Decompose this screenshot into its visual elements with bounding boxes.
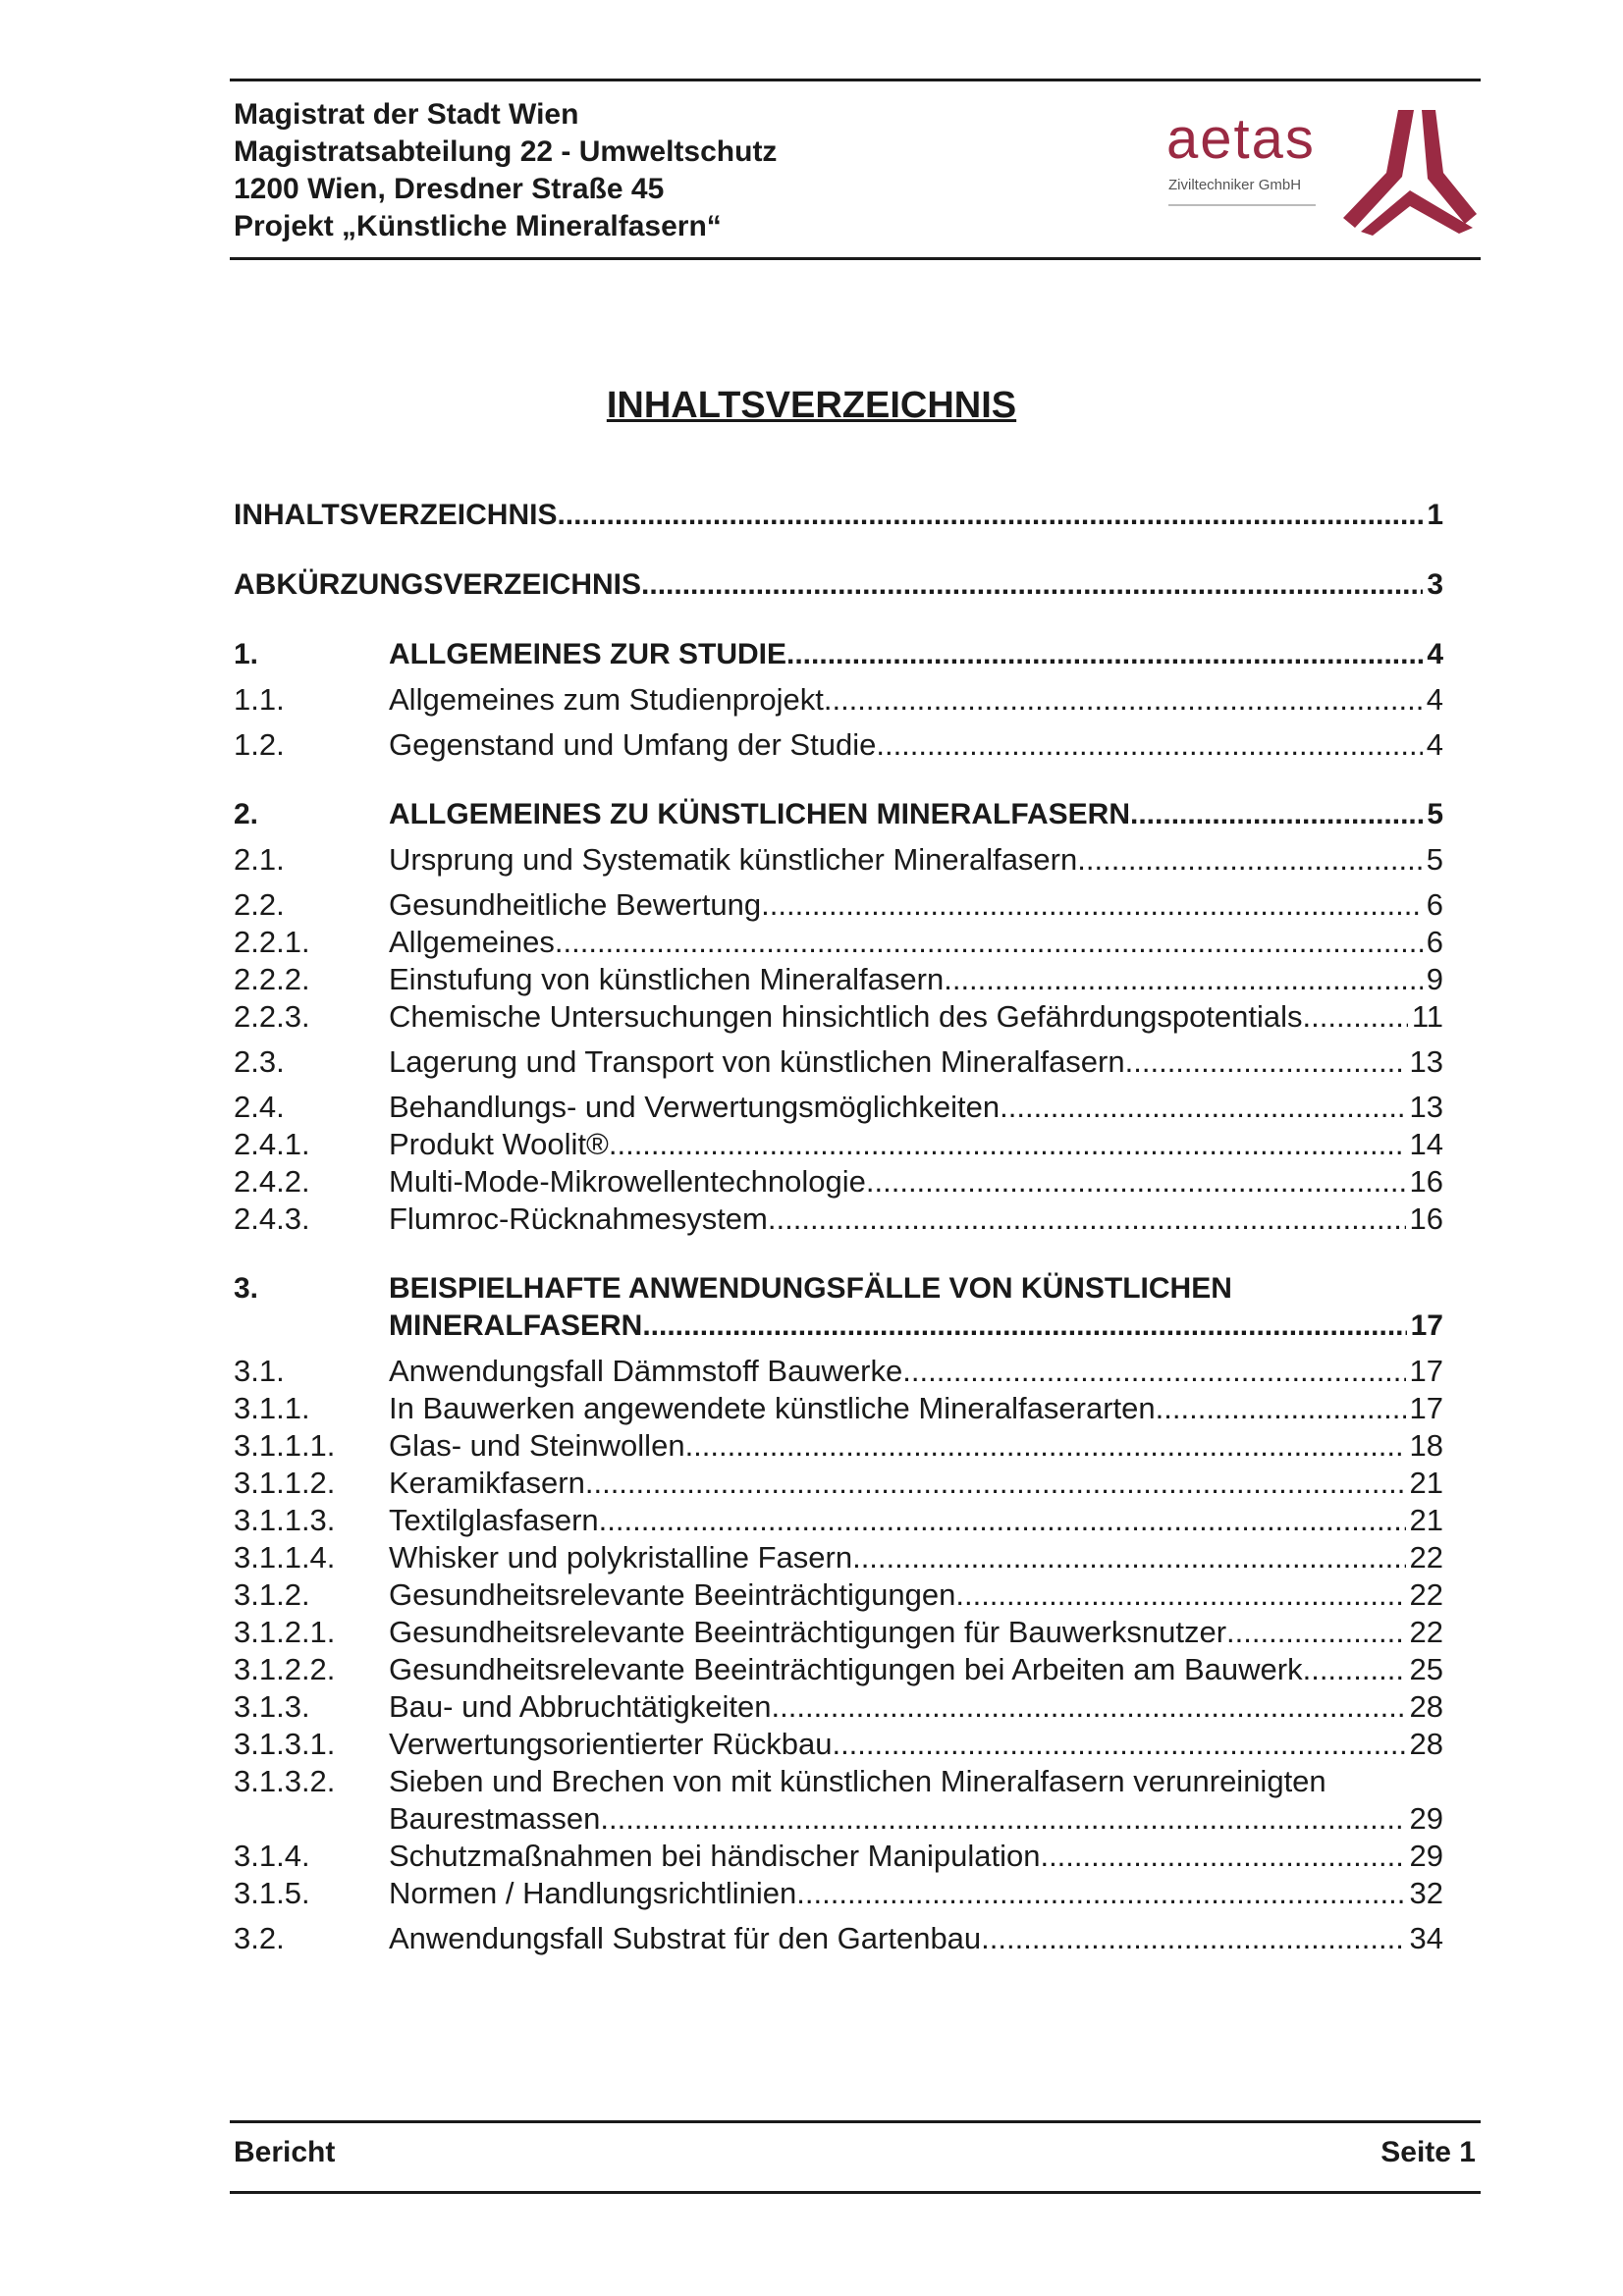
toc-entry[interactable] bbox=[234, 1613, 1443, 1652]
toc-entry[interactable] bbox=[234, 1389, 1443, 1428]
toc-leader bbox=[599, 1501, 1406, 1540]
toc-leader bbox=[1077, 840, 1423, 880]
toc-title: Gegenstand und Umfang der Studie bbox=[389, 727, 877, 762]
toc-page: 3 bbox=[1427, 568, 1443, 601]
toc-title: Sieben und Brechen von mit künstlichen Mineralfasern verunreinigten bbox=[389, 1764, 1326, 1798]
toc-title: Flumroc-Rücknahmesystem bbox=[389, 1201, 768, 1236]
toc-entry[interactable] bbox=[234, 1307, 1443, 1346]
toc-leader bbox=[1130, 795, 1423, 834]
toc-entry[interactable] bbox=[234, 1352, 1443, 1391]
toc-entry[interactable] bbox=[234, 1501, 1443, 1540]
toc-entry[interactable] bbox=[234, 725, 1443, 765]
toc-number: 3.1.4. bbox=[234, 1839, 310, 1873]
toc-entry[interactable] bbox=[234, 1687, 1443, 1727]
toc-page: 32 bbox=[1409, 1876, 1443, 1910]
toc-title: MINERALFASERN bbox=[389, 1309, 643, 1342]
logo-wordmark: aetas bbox=[1166, 107, 1316, 171]
toc-title: Glas- und Steinwollen bbox=[389, 1428, 685, 1463]
toc-title: Produkt Woolit® bbox=[389, 1127, 609, 1161]
toc-number: 2.2. bbox=[234, 887, 285, 922]
toc-leader bbox=[852, 1538, 1405, 1577]
toc-title: Gesundheitliche Bewertung bbox=[389, 887, 762, 922]
toc-title: Chemische Untersuchungen hinsichtlich des Gefährdungspotentials bbox=[389, 999, 1303, 1034]
toc-leader bbox=[944, 960, 1423, 999]
toc-page: 4 bbox=[1426, 727, 1443, 762]
toc-number: 3.1.5. bbox=[234, 1876, 310, 1910]
toc-entry[interactable] bbox=[234, 1725, 1443, 1764]
toc-number: 2.2.3. bbox=[234, 999, 310, 1034]
toc-number: 2.4.3. bbox=[234, 1201, 310, 1236]
toc-page: 28 bbox=[1409, 1727, 1443, 1761]
toc-entry[interactable] bbox=[234, 997, 1443, 1037]
toc-title: Gesundheitsrelevante Beeinträchtigungen für Bauwerksnutzer bbox=[389, 1615, 1227, 1649]
toc-number: 3.1.2. bbox=[234, 1577, 310, 1612]
toc-entry[interactable] bbox=[234, 1837, 1443, 1876]
logo-divider bbox=[1168, 204, 1316, 206]
toc-entry[interactable] bbox=[234, 565, 1443, 605]
toc-leader bbox=[1303, 997, 1408, 1037]
toc-leader bbox=[1000, 1088, 1405, 1127]
toc-entry[interactable] bbox=[234, 1575, 1443, 1615]
toc-leader bbox=[557, 496, 1423, 535]
toc-title: Normen / Handlungsrichtlinien bbox=[389, 1876, 797, 1910]
toc-title: Bau- und Abbruchtätigkeiten bbox=[389, 1689, 772, 1724]
header-bottom-rule bbox=[230, 257, 1481, 260]
toc-page: 1 bbox=[1427, 499, 1443, 531]
footer-bottom-rule bbox=[230, 2191, 1481, 2194]
toc-page: 29 bbox=[1409, 1801, 1443, 1836]
toc-number: 2.1. bbox=[234, 842, 285, 877]
toc-number: 3.1.2.2. bbox=[234, 1652, 336, 1686]
toc-page: 25 bbox=[1409, 1652, 1443, 1686]
toc-number: 3.1.3.1. bbox=[234, 1727, 336, 1761]
toc-number: 3.1.1.3. bbox=[234, 1503, 336, 1537]
toc-page: 5 bbox=[1427, 798, 1443, 830]
toc-title: Textilglasfasern bbox=[389, 1503, 599, 1537]
toc-leader bbox=[955, 1575, 1405, 1615]
toc-leader bbox=[786, 635, 1423, 674]
toc-leader bbox=[600, 1799, 1405, 1839]
toc-title: Verwertungsorientierter Rückbau bbox=[389, 1727, 833, 1761]
toc-entry[interactable] bbox=[234, 1464, 1443, 1503]
toc-page: 14 bbox=[1409, 1127, 1443, 1161]
toc-entry[interactable] bbox=[234, 923, 1443, 962]
toc-entry[interactable] bbox=[234, 496, 1443, 535]
header-top-rule bbox=[230, 79, 1481, 81]
header-line-4: Projekt „Künstliche Mineralfasern“ bbox=[234, 210, 722, 242]
toc-entry[interactable] bbox=[234, 1200, 1443, 1239]
toc-number: 3.1.1.1. bbox=[234, 1428, 336, 1463]
toc-title: Ursprung und Systematik künstlicher Mineralfasern bbox=[389, 842, 1078, 877]
toc-page: 9 bbox=[1426, 962, 1443, 996]
toc-leader bbox=[1125, 1042, 1406, 1082]
footer-report-label: Bericht bbox=[234, 2136, 336, 2168]
toc-entry[interactable] bbox=[234, 1162, 1443, 1201]
toc-page: 4 bbox=[1427, 638, 1443, 670]
toc-entry[interactable] bbox=[234, 1919, 1443, 1958]
toc-leader bbox=[902, 1352, 1405, 1391]
toc-leader bbox=[832, 1725, 1405, 1764]
toc-number: 3.1. bbox=[234, 1354, 285, 1388]
toc-entry[interactable] bbox=[234, 1762, 1443, 1801]
toc-page: 11 bbox=[1411, 999, 1443, 1034]
toc-leader bbox=[609, 1125, 1406, 1164]
toc-page: 17 bbox=[1409, 1391, 1443, 1425]
toc-page: 17 bbox=[1409, 1354, 1443, 1388]
toc-leader bbox=[866, 1162, 1406, 1201]
toc-title: Behandlungs- und Verwertungsmöglichkeiten bbox=[389, 1090, 1001, 1124]
toc-entry[interactable] bbox=[234, 1088, 1443, 1127]
toc-leader bbox=[1303, 1650, 1406, 1689]
toc-page: 6 bbox=[1426, 887, 1443, 922]
toc-leader bbox=[555, 923, 1423, 962]
toc-number: 3.2. bbox=[234, 1921, 285, 1955]
toc-title: ALLGEMEINES ZU KÜNSTLICHEN MINERALFASERN bbox=[389, 798, 1131, 830]
toc-entry[interactable] bbox=[234, 680, 1443, 720]
toc-page: 13 bbox=[1409, 1090, 1443, 1124]
toc-entry[interactable] bbox=[234, 1426, 1443, 1466]
page-title: INHALTSVERZEICHNIS bbox=[606, 385, 1017, 426]
toc-number: 3.1.1.2. bbox=[234, 1466, 336, 1500]
toc-entry[interactable] bbox=[234, 635, 1443, 674]
toc-page: 21 bbox=[1409, 1466, 1443, 1500]
toc-number: 3.1.1.4. bbox=[234, 1540, 336, 1575]
toc-leader bbox=[685, 1426, 1406, 1466]
toc-page: 18 bbox=[1409, 1428, 1443, 1463]
toc-page: 29 bbox=[1409, 1839, 1443, 1873]
toc-title: INHALTSVERZEICHNIS bbox=[234, 499, 558, 531]
toc-page: 28 bbox=[1409, 1689, 1443, 1724]
toc-number: 2.4.2. bbox=[234, 1164, 310, 1199]
toc-leader bbox=[824, 680, 1423, 720]
toc-leader bbox=[585, 1464, 1406, 1503]
header-line-2: Magistratsabteilung 22 - Umweltschutz bbox=[234, 135, 778, 168]
toc-page: 5 bbox=[1426, 842, 1443, 877]
toc-number: 2.4. bbox=[234, 1090, 285, 1124]
toc-page: 13 bbox=[1409, 1044, 1443, 1079]
toc-title: Schutzmaßnahmen bei händischer Manipulation bbox=[389, 1839, 1041, 1873]
toc-title: Gesundheitsrelevante Beeinträchtigungen bei Arbeiten am Bauwerk bbox=[389, 1652, 1303, 1686]
toc-entry[interactable] bbox=[234, 1125, 1443, 1164]
logo-subtitle: Ziviltechniker GmbH bbox=[1168, 177, 1302, 193]
toc-title: Allgemeines bbox=[389, 925, 555, 959]
toc-number: 3.1.1. bbox=[234, 1391, 310, 1425]
toc-leader bbox=[1156, 1389, 1406, 1428]
toc-number: 1.2. bbox=[234, 727, 285, 762]
toc-number: 3.1.3. bbox=[234, 1689, 310, 1724]
toc-number: 1.1. bbox=[234, 682, 285, 717]
toc-number: 3.1.2.1. bbox=[234, 1615, 336, 1649]
toc-number: 2.2.2. bbox=[234, 962, 310, 996]
toc-leader bbox=[641, 565, 1423, 605]
toc-title: ALLGEMEINES ZUR STUDIE bbox=[389, 638, 787, 670]
footer-top-rule bbox=[230, 2120, 1481, 2123]
toc-entry[interactable] bbox=[234, 1538, 1443, 1577]
toc-title: Anwendungsfall Dämmstoff Bauwerke bbox=[389, 1354, 903, 1388]
toc-title: ABKÜRZUNGSVERZEICHNIS bbox=[234, 568, 642, 601]
toc-number: 2. bbox=[234, 798, 259, 830]
toc-number: 2.4.1. bbox=[234, 1127, 310, 1161]
toc-title: Keramikfasern bbox=[389, 1466, 585, 1500]
toc-entry[interactable] bbox=[234, 795, 1443, 834]
toc-entry[interactable] bbox=[234, 1650, 1443, 1689]
toc-leader bbox=[761, 885, 1423, 925]
toc-leader bbox=[642, 1307, 1406, 1346]
toc-leader bbox=[981, 1919, 1405, 1958]
toc-number: 1. bbox=[234, 638, 259, 670]
toc-page: 17 bbox=[1410, 1309, 1443, 1342]
toc-entry[interactable] bbox=[234, 885, 1443, 925]
toc-title: Whisker und polykristalline Fasern bbox=[389, 1540, 853, 1575]
toc-page: 21 bbox=[1409, 1503, 1443, 1537]
toc-entry[interactable] bbox=[234, 840, 1443, 880]
toc-page: 6 bbox=[1426, 925, 1443, 959]
toc-entry[interactable] bbox=[234, 1042, 1443, 1082]
toc-title: Allgemeines zum Studienprojekt bbox=[389, 682, 824, 717]
toc-leader bbox=[768, 1200, 1406, 1239]
header-line-3: 1200 Wien, Dresdner Straße 45 bbox=[234, 173, 665, 205]
toc-leader bbox=[1226, 1613, 1406, 1652]
toc-title: BEISPIELHAFTE ANWENDUNGSFÄLLE VON KÜNSTLICHEN bbox=[389, 1272, 1232, 1305]
header-line-1: Magistrat der Stadt Wien bbox=[234, 98, 579, 131]
toc-title: Gesundheitsrelevante Beeinträchtigungen bbox=[389, 1577, 956, 1612]
toc-entry[interactable] bbox=[234, 960, 1443, 999]
toc-leader bbox=[796, 1874, 1405, 1913]
header-address bbox=[234, 96, 777, 245]
toc-page: 22 bbox=[1409, 1615, 1443, 1649]
toc-title: In Bauwerken angewendete künstliche Mineralfaserarten bbox=[389, 1391, 1156, 1425]
toc-title: Anwendungsfall Substrat für den Gartenbau bbox=[389, 1921, 982, 1955]
toc-page: 16 bbox=[1409, 1201, 1443, 1236]
toc-page: 34 bbox=[1409, 1921, 1443, 1955]
toc-entry[interactable] bbox=[234, 1269, 1443, 1308]
toc-leader bbox=[772, 1687, 1406, 1727]
toc-title: Einstufung von künstlichen Mineralfasern bbox=[389, 962, 945, 996]
toc-page: 22 bbox=[1409, 1540, 1443, 1575]
toc-page: 4 bbox=[1426, 682, 1443, 717]
toc-number: 2.2.1. bbox=[234, 925, 310, 959]
company-logo bbox=[1159, 108, 1492, 245]
toc-page: 22 bbox=[1409, 1577, 1443, 1612]
toc-title: Lagerung und Transport von künstlichen Mineralfasern bbox=[389, 1044, 1125, 1079]
toc-leader bbox=[876, 725, 1422, 765]
toc-number: 3.1.3.2. bbox=[234, 1764, 336, 1798]
footer-page-number: Seite 1 bbox=[1380, 2136, 1476, 2168]
toc-page: 16 bbox=[1409, 1164, 1443, 1199]
toc-leader bbox=[1040, 1837, 1405, 1876]
logo-triangle-icon bbox=[1341, 108, 1479, 236]
toc-title: Baurestmassen bbox=[389, 1801, 601, 1836]
toc-number: 3. bbox=[234, 1272, 259, 1305]
toc-number: 2.3. bbox=[234, 1044, 285, 1079]
toc-entry[interactable] bbox=[234, 1799, 1443, 1839]
toc-entry[interactable] bbox=[234, 1874, 1443, 1913]
toc-title: Multi-Mode-Mikrowellentechnologie bbox=[389, 1164, 866, 1199]
